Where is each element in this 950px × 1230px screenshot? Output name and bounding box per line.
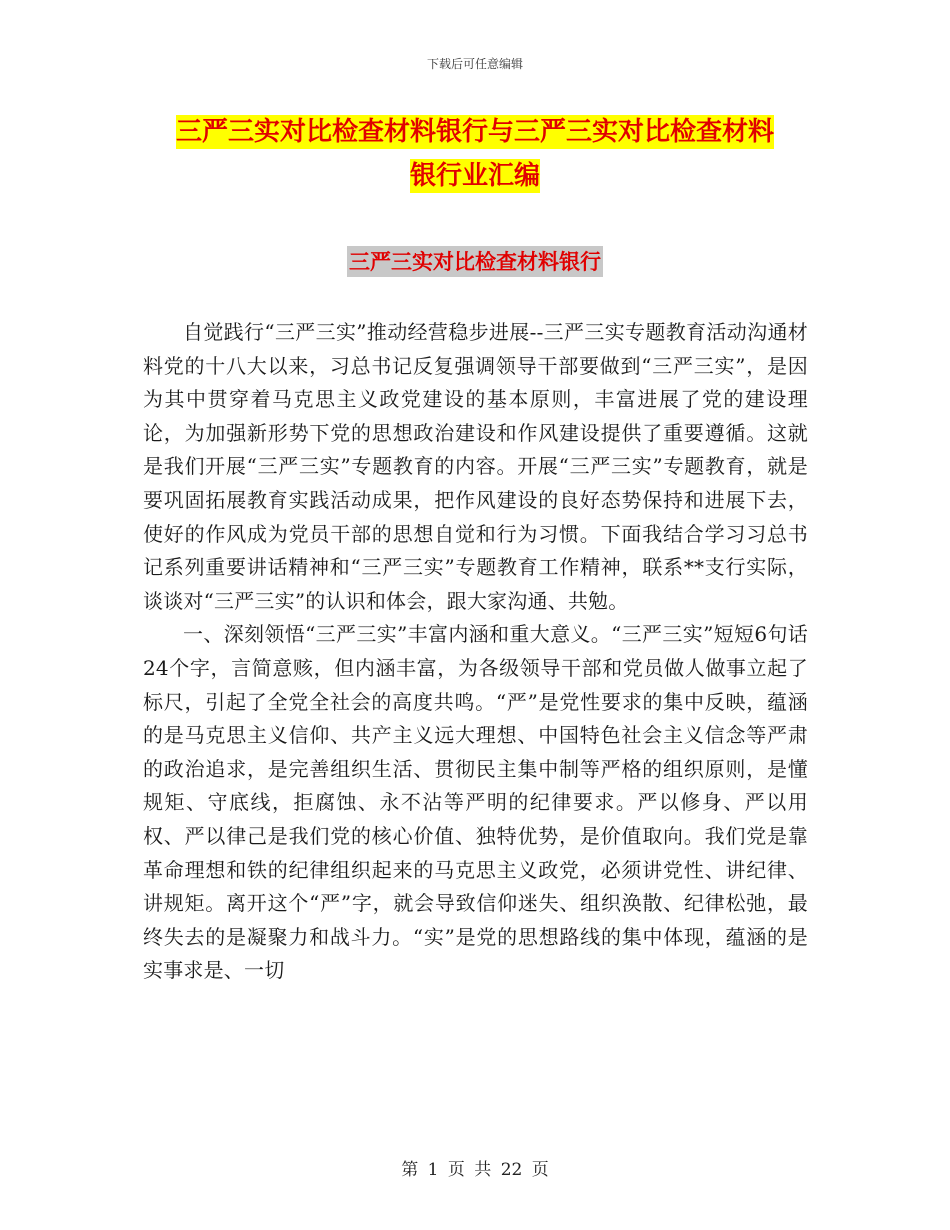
page-footer: 第 1 页 共 22 页 [401, 1160, 549, 1180]
paragraph-2: 一、深刻领悟“三严三实”丰富内涵和重大意义。“三严三实”短短6句话24个字，言简意赅，但内涵丰富，为各级领导干部和党员做人做事立起了标尺，引起了全党全社会的高度共鸣。“严”是党性要求的集中反映，蕴涵的是马克思主义信仰、共产主义远大理想、中国特色社会主义信念等严肃的政治追求，是完善组织生活、贯彻民主集中制等严格的组织原则，是懂规矩、守底线，拒腐蚀、永不沾等严明的纪律要求。严以修身、严以用权、严以律己是我们党的核心价值、独特优势，是价值取向。我们党是靠革命理想和铁的纪律组织起来的马克思主义政党，必须讲党性、讲纪律、讲规矩。离开这个“严”字，就会导致信仰迷失、组织涣散、纪律松弛，最终失去的是凝聚力和战斗力。“实”是党的思想路线的集中体现，蕴涵的是实事求是、一切 [143, 622, 808, 983]
title-line-2: 银行业汇编 [409, 161, 540, 191]
section-title [0, 246, 950, 276]
document-title [0, 110, 950, 198]
title-line-1: 三严三实对比检查材料银行与三严三实对比检查材料 [175, 117, 774, 147]
paragraph-1: 自觉践行“三严三实”推动经营稳步进展--三严三实专题教育活动沟通材料党的十八大以来，习总书记反复强调领导干部要做到“三严三实”，是因为其中贯穿着马克思主义政党建设的基本原则，丰富进展了党的建设理论，为加强新形势下党的思想政治建设和作风建设提供了重要遵循。这就是我们开展“三严三实”专题教育的内容。开展“三严三实”专题教育，就是要巩固拓展教育实践活动成果，把作风建设的良好态势保持和进展下去，使好的作风成为党员干部的思想自觉和行为习惯。下面我结合学习习总书记系列重要讲话精神和“三严三实”专题教育工作精神，联系**支行实际，谈谈对“三严三实”的认识和体会，跟大家沟通、共勉。 [143, 320, 808, 613]
section-title-text: 三严三实对比检查材料银行 [347, 246, 603, 277]
document-body [143, 316, 808, 988]
header-note: 下载后可任意编辑 [426, 57, 523, 71]
